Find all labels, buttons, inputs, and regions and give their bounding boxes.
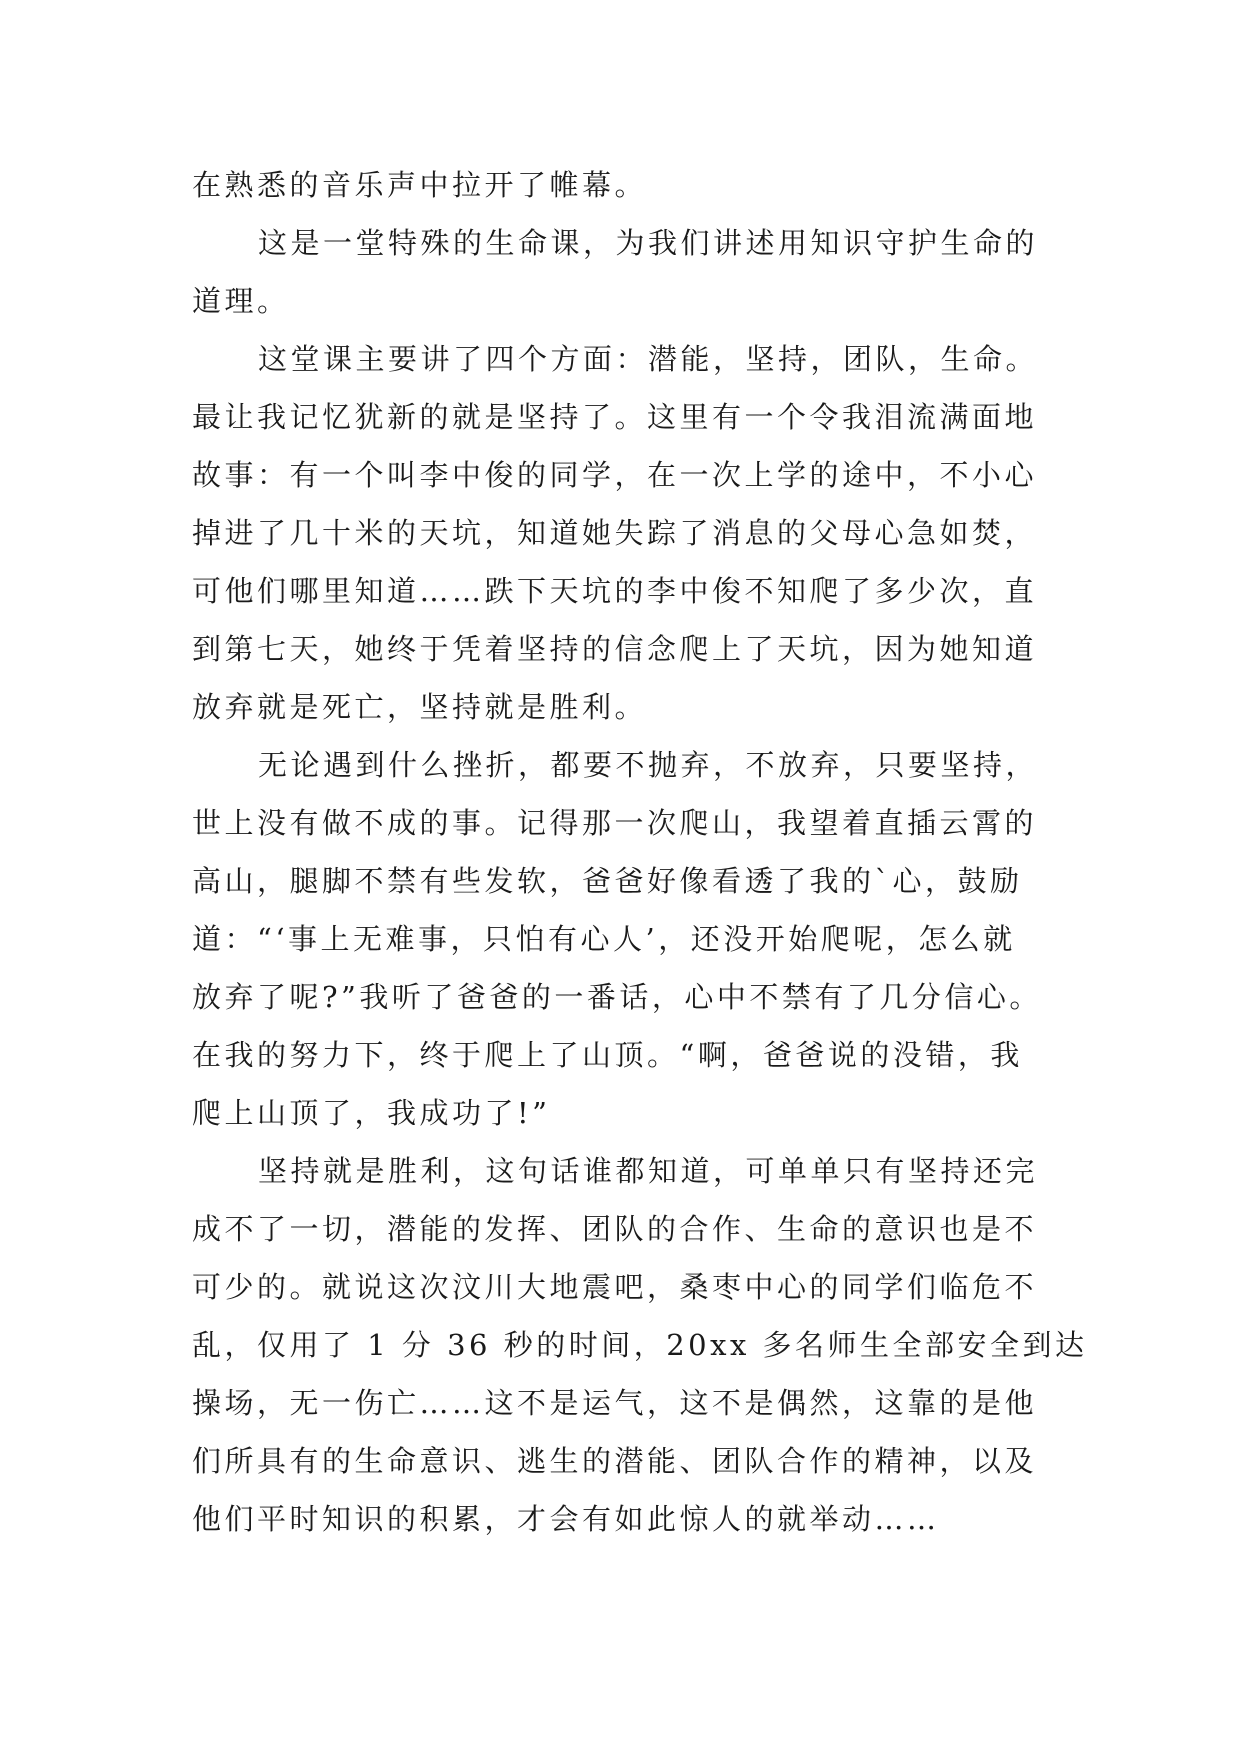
text-line: 们所具有的生命意识、逃生的潜能、团队合作的精神，以及 — [192, 1444, 1038, 1478]
text-line: 最让我记忆犹新的就是坚持了。这里有一个令我泪流满面地 — [192, 400, 1038, 434]
text-line: 操场，无一伤亡……这不是运气，这不是偶然，这靠的是他 — [192, 1386, 1038, 1420]
paragraph-3 — [192, 330, 1060, 736]
text-line: 可他们哪里知道……跌下天坑的李中俊不知爬了多少次，直 — [192, 574, 1038, 608]
text-line: 世上没有做不成的事。记得那一次爬山，我望着直插云霄的 — [192, 806, 1038, 840]
text-line: 他们平时知识的积累，才会有如此惊人的就举动…… — [192, 1502, 940, 1536]
text-line: 成不了一切，潜能的发挥、团队的合作、生命的意识也是不 — [192, 1212, 1038, 1246]
text-line: 在熟悉的音乐声中拉开了帷幕。 — [192, 168, 648, 202]
text-line: 掉进了几十米的天坑，知道她失踪了消息的父母心急如焚， — [192, 516, 1038, 550]
text-line: 无论遇到什么挫折，都要不抛弃，不放弃，只要坚持， — [258, 748, 1039, 782]
text-line: 坚持就是胜利，这句话谁都知道，可单单只有坚持还完 — [258, 1154, 1039, 1188]
text-line: 可少的。就说这次汶川大地震吧，桑枣中心的同学们临危不 — [192, 1270, 1038, 1304]
text-line: 这是一堂特殊的生命课，为我们讲述用知识守护生命的 — [258, 226, 1039, 260]
paragraph-1 — [192, 156, 1060, 214]
text-line: 故事：有一个叫李中俊的同学，在一次上学的途中，不小心 — [192, 458, 1038, 492]
paragraph-2 — [192, 214, 1060, 330]
text-line: 放弃就是死亡，坚持就是胜利。 — [192, 690, 648, 724]
text-line: 高山，腿脚不禁有些发软，爸爸好像看透了我的`心，鼓励 — [192, 864, 1023, 898]
text-line: 在我的努力下，终于爬上了山顶。“啊，爸爸说的没错，我 — [192, 1038, 1023, 1072]
paragraph-4 — [192, 736, 1060, 1142]
document-body — [192, 156, 1088, 1548]
text-line: 爬上山顶了，我成功了!” — [192, 1096, 551, 1130]
text-line: 道理。 — [192, 284, 290, 318]
text-line: 这堂课主要讲了四个方面：潜能，坚持，团队，生命。 — [258, 342, 1039, 376]
text-line: 到第七天，她终于凭着坚持的信念爬上了天坑，因为她知道 — [192, 632, 1038, 666]
text-line: 道：“‘事上无难事，只怕有心人’，还没开始爬呢，怎么就 — [192, 922, 1016, 956]
text-line: 乱，仅用了 1 分 36 秒的时间，20xx 多名师生全部安全到达 — [192, 1328, 1088, 1362]
text-line: 放弃了呢?”我听了爸爸的一番话，心中不禁有了几分信心。 — [192, 980, 1042, 1014]
paragraph-5 — [192, 1142, 1088, 1548]
